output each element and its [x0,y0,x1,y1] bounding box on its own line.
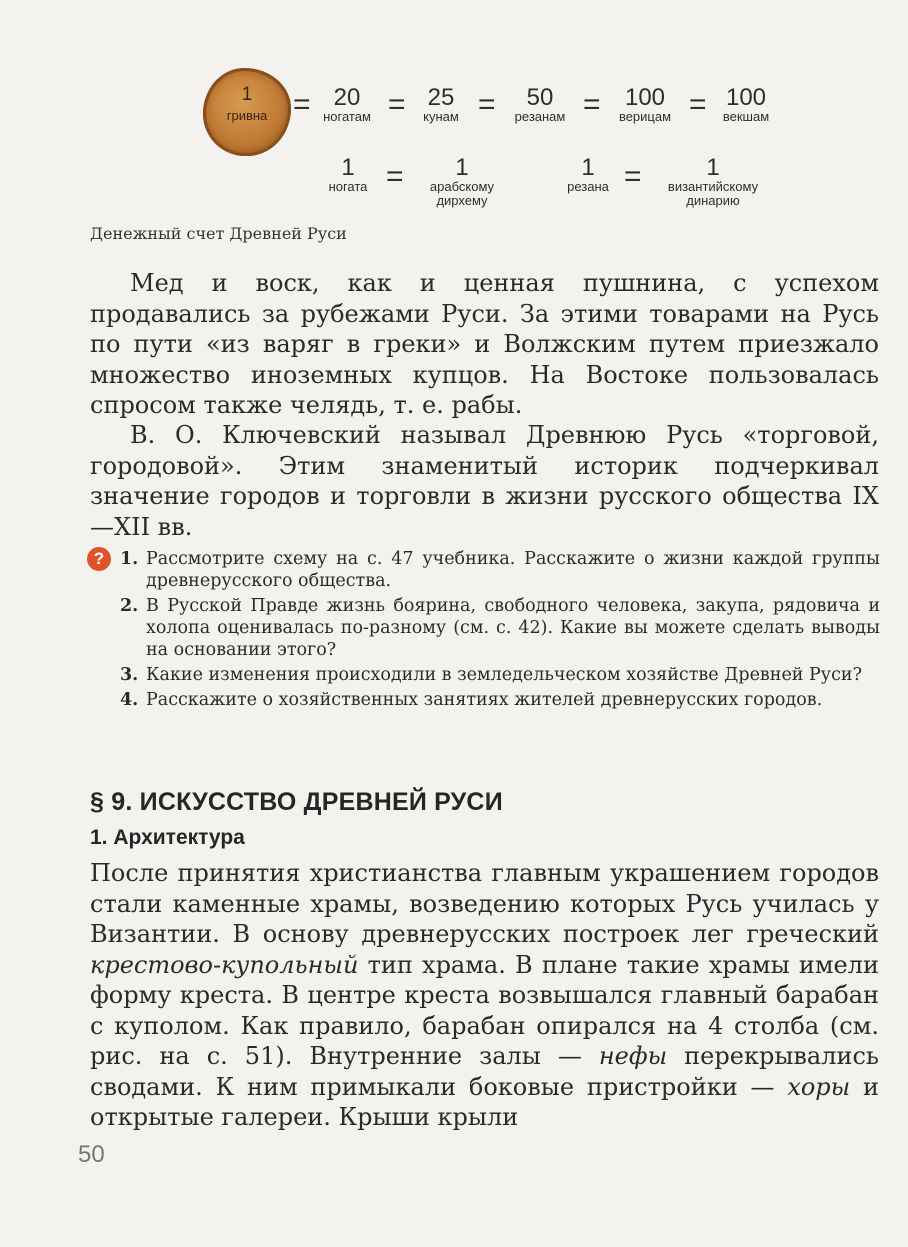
question-text: Рассмотрите схему на с. 47 учебника. Расскажите о жизни каждой группы древнерусского общества. [146,549,880,591]
fraction-veritsa [607,86,683,124]
list-item [120,664,880,686]
fraction-numerator: 1 [341,154,355,181]
paragraph-text: В. О. Ключевский называл Древнюю Русь «торговой, городовой». Этим знаменитый историк подчеркивал значение городов и торговли в жизни русского общества IX—XII вв. [90,421,879,541]
fraction-nogata [312,86,382,124]
question-number: 2. [120,596,139,616]
paragraph-architecture [90,858,879,1133]
question-number: 1. [120,549,139,569]
fraction-denominator-line2: динарию [686,193,740,208]
question-text: Какие изменения происходили в земледельческом хозяйстве Древней Руси? [146,665,862,685]
fraction-numerator: 1 [455,154,469,181]
equals-sign: = [386,160,404,193]
paragraph-text: перекрывались сводами. К ним примыкали боковые пристройки — [90,1042,879,1101]
term-cross-domed: крестово-купольный [90,950,359,979]
equals-sign: = [689,88,707,121]
fraction-numerator: 100 [725,84,767,111]
question-text: Расскажите о хозяйственных занятиях жителей древнерусских городов. [146,690,823,710]
fraction-numerator: 1 [581,154,595,181]
question-text: В Русской Правде жизнь боярина, свободного человека, закупа, рядовича и холопа оценивалась по-разному (см. с. 42). Какие вы можете сделать выводы на основании этого? [146,596,880,660]
page-number: 50 [78,1141,105,1168]
fraction-denominator: ногатам [323,109,371,124]
fraction-denarius [648,156,778,208]
list-item [120,595,880,661]
review-questions-list [120,548,880,714]
equals-sign: = [388,88,406,121]
fraction-rezana-one [557,156,619,194]
equals-sign: = [624,160,642,193]
fraction-denominator: кунам [423,109,459,124]
paragraph-text: После принятия христианства главным украшением городов стали каменные храмы, возведению которых Русь училась у Византии. В основу древнерусских построек лег греческий [90,859,879,948]
fraction-denominator: резанам [514,109,566,124]
fraction-nogata-one [318,156,378,194]
fraction-dirham [416,156,508,208]
fraction-kuna [410,86,472,124]
equals-sign: = [478,88,496,121]
fraction-denominator: векшам [722,109,770,124]
fraction-numerator: 25 [427,84,455,111]
term-choirs: хоры [787,1072,851,1101]
subsection-title: 1. Архитектура [90,826,245,849]
fraction-numerator: 20 [333,84,361,111]
fraction-denominator-line1: византийскому [667,179,759,194]
section-title: § 9. ИСКУССТВО ДРЕВНЕЙ РУСИ [90,788,503,816]
paragraph-trade-goods [90,268,879,421]
fraction-veksha [712,86,780,124]
fraction-numerator: 50 [526,84,554,111]
paragraph-klyuchevsky [90,420,879,542]
list-item [120,689,880,711]
question-number: 4. [120,690,139,710]
paragraph-text: и открытые галереи. Крыши крыли [90,1072,880,1131]
equals-sign: = [293,88,311,121]
fraction-denominator: ногата [328,179,368,194]
fraction-denominator-line2: дирхему [436,193,488,208]
fraction-numerator: 1 [706,154,720,181]
question-number: 3. [120,665,139,685]
fraction-denominator: резана [567,179,609,194]
coin-number: 1 [241,84,253,105]
equals-sign: = [583,88,601,121]
figure-caption: Денежный счет Древней Руси [90,224,347,243]
paragraph-text: Мед и воск, как и ценная пушнина, с успехом продавались за рубежами Руси. За этими товарами на Русь по пути «из варяг в греки» и Волжским путем приезжало множество иноземных купцов. На Востоке пользовалась спросом также челядь, т. е. рабы. [90,269,879,419]
question-icon: ? [87,547,111,571]
coin-label: гривна [226,108,268,123]
grivna-coin-image [203,68,291,156]
list-item [120,548,880,592]
fraction-denominator-line1: арабскому [429,179,495,194]
term-naves: нефы [598,1042,668,1070]
fraction-numerator: 100 [624,84,666,111]
fraction-rezana [503,86,577,124]
paragraph-text: тип храма. В плане такие храмы имели форму креста. В центре креста возвышался главный барабан с куполом. Как правило, барабан опирался на 4 столба (см. рис. на с. 51). Внутренние залы — [90,950,879,1070]
fraction-denominator: верицам [618,109,672,124]
